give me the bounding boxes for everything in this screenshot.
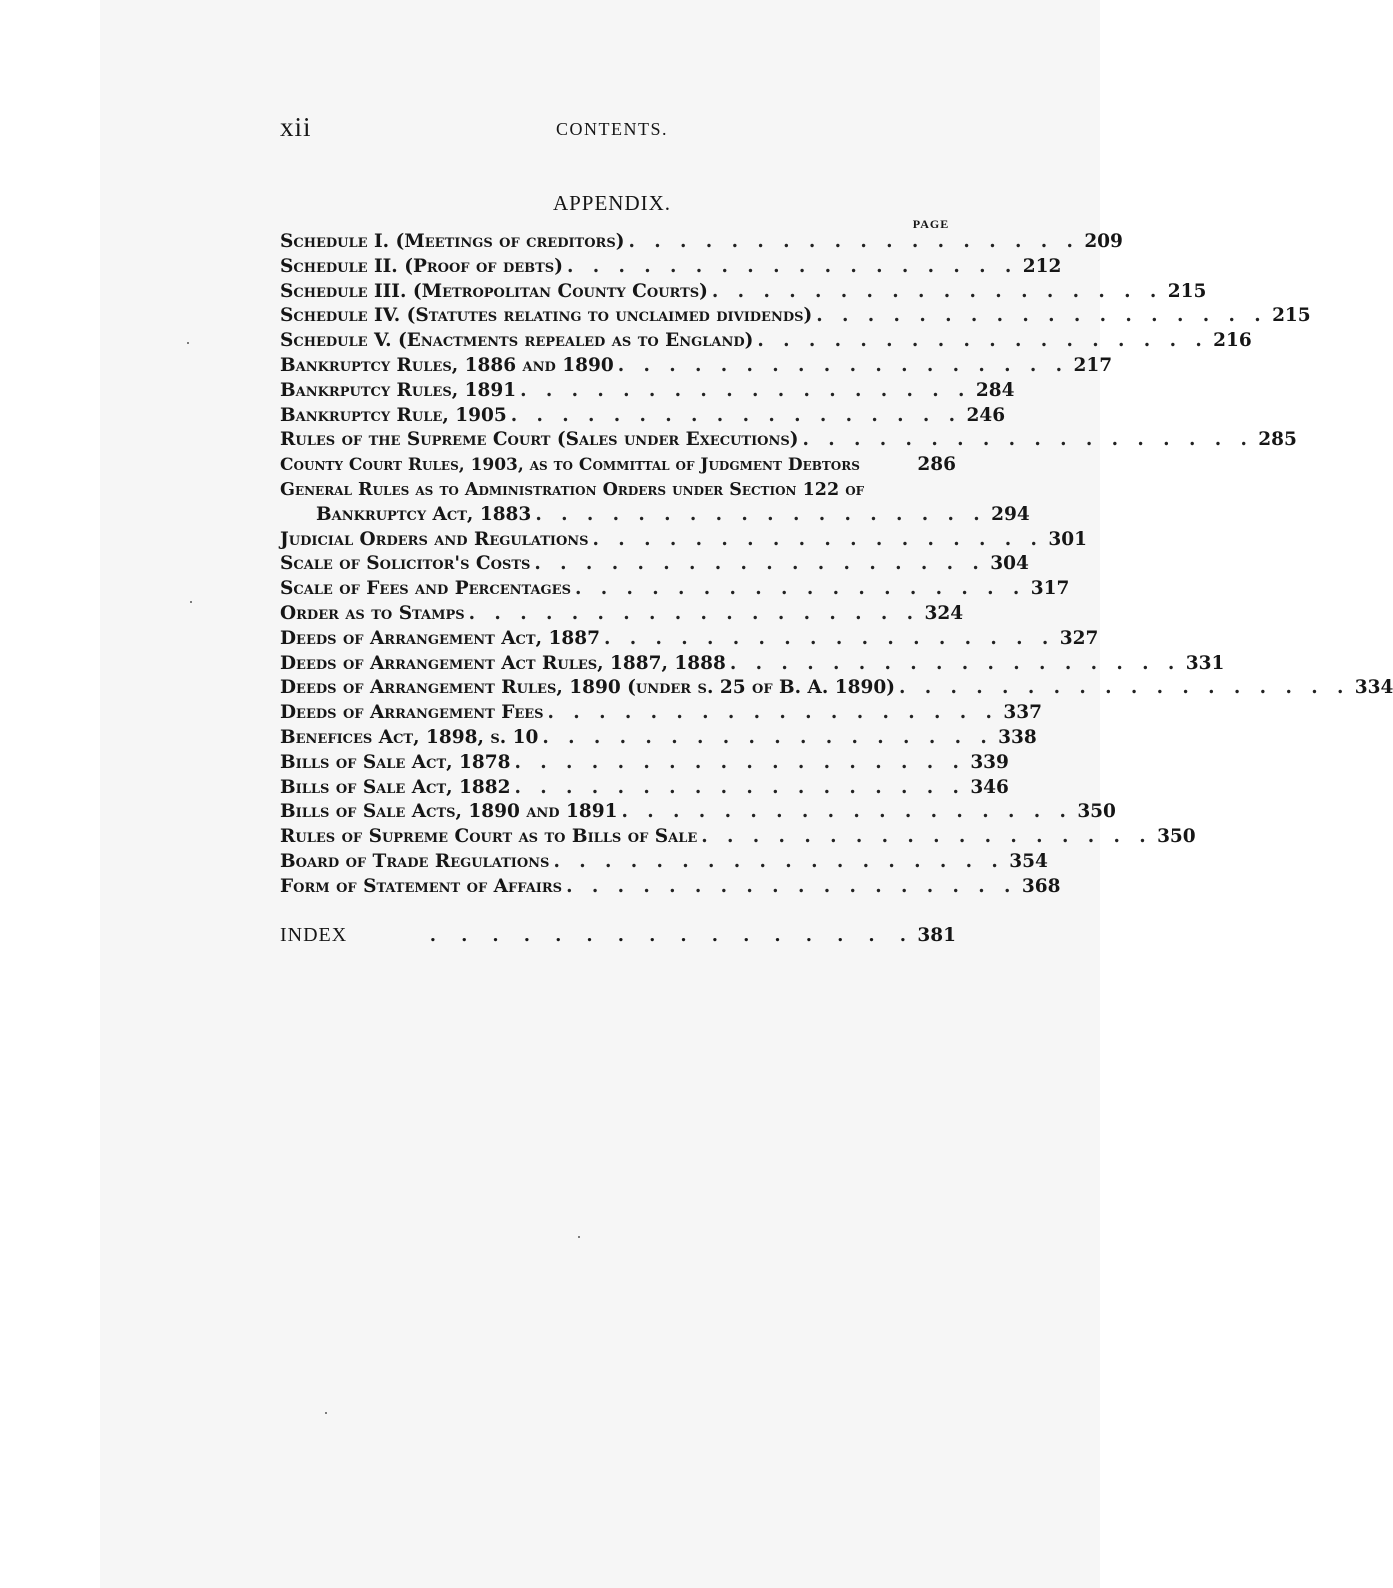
toc-entry <box>280 528 1087 553</box>
entry-page: 209 <box>1084 231 1123 252</box>
entry-title: Schedule II. (Proof of debts) <box>280 255 563 277</box>
folio-number: xii <box>280 112 312 142</box>
entry-title: Judicial Orders and Regulations <box>280 528 589 550</box>
entry-page: 304 <box>990 553 1029 575</box>
toc-entry <box>280 825 1196 850</box>
entry-page: 215 <box>1167 280 1207 302</box>
entry-page: 324 <box>924 602 964 624</box>
dot-leader: . . . . . . . . . . . . . . . . . . <box>603 627 1049 649</box>
entry-title: Bankrputcy Rules, 1891 <box>280 379 517 401</box>
toc-entry <box>280 602 964 627</box>
entry-title: General Rules as to Administration Orders under Section 122 of <box>280 479 865 500</box>
dot-leader: . . . . . . . . . . . . . . . . . . <box>510 404 956 426</box>
entry-page: 339 <box>970 751 1009 773</box>
toc-entry <box>280 701 1042 726</box>
entry-title: Rules of the Supreme Court (Sales under Executions) <box>280 429 799 451</box>
entry-title: Bankruptcy Rules, 1886 and 1890 <box>280 354 614 376</box>
entry-title: Rules of Supreme Court as to Bills of Sale <box>280 826 698 848</box>
entry-title: Benefices Act, 1898, s. 10 <box>280 726 539 748</box>
entry-page: 354 <box>1009 850 1048 872</box>
dot-leader: . . . . . . . . . . . . . . . . . . <box>617 354 1063 376</box>
dot-leader: . . . . . . . . . . . . . . . . . . <box>757 330 1202 352</box>
toc-entry <box>280 652 1225 677</box>
entry-title: County Court Rules, 1903, as to Committal of Judgment Debtors <box>280 455 860 476</box>
entry-title: Bills of Sale Act, 1882 <box>280 776 511 798</box>
toc-list <box>280 230 1393 900</box>
index-page: 381 <box>917 925 956 946</box>
dot-leader: . . . . . . . . . . . . . . . . . . <box>701 826 1146 848</box>
dot-leader: . . . . . . . . . . . . . . . . . . <box>816 305 1261 327</box>
toc-entry <box>280 676 1393 701</box>
toc-entry <box>280 304 1311 329</box>
toc-entry <box>280 453 956 478</box>
dot-leader: . . . . . . . . . . . . . . . . . . <box>711 280 1157 302</box>
scan-speck <box>578 1236 580 1238</box>
toc-entry <box>280 552 1029 577</box>
dot-leader: . . . . . . . . . . . . . . . . . . <box>899 677 1344 699</box>
dot-leader: . . . . . . . . . . . . . . . . . . <box>535 503 980 525</box>
toc-entry <box>280 776 1009 801</box>
running-head: CONTENTS. <box>556 119 668 139</box>
toc-entry <box>280 255 1062 280</box>
toc-entry <box>280 751 1009 776</box>
dot-leader: . . . . . . . . . . . . . . . . <box>429 925 906 946</box>
dot-leader: . . . . . . . . . . . . . . . . . . <box>520 379 965 401</box>
entry-title: Bankruptcy Rule, 1905 <box>280 404 507 426</box>
scan-speck <box>325 1412 327 1414</box>
dot-leader: . . . . . . . . . . . . . . . . . . <box>592 528 1037 550</box>
entry-title: Board of Trade Regulations <box>280 850 550 872</box>
toc-entry <box>280 875 1061 900</box>
dot-leader: . . . . . . . . . . . . . . . . . . <box>802 429 1247 451</box>
entry-page: 338 <box>998 726 1037 748</box>
toc-entry <box>280 726 1037 751</box>
entry-page: 301 <box>1048 528 1087 550</box>
toc-entry <box>280 354 1113 379</box>
entry-title: Schedule V. (Enactments repealed as to England) <box>280 330 754 352</box>
entry-page: 217 <box>1073 354 1113 376</box>
toc-entry <box>280 379 1015 404</box>
dot-leader: . . . . . . . . . . . . . . . . . . <box>468 602 914 624</box>
entry-title: Bills of Sale Acts, 1890 and 1891 <box>280 801 618 823</box>
entry-title: Schedule IV. (Statutes relating to unclaimed dividends) <box>280 305 813 327</box>
dot-leader: . . . . . . . . . . . . . . . . . . <box>534 553 979 575</box>
entry-page: 327 <box>1059 627 1099 649</box>
entry-title: Deeds of Arrangement Fees <box>280 702 544 724</box>
dot-leader: . . . . . . . . . . . . . . . . . . <box>566 255 1012 277</box>
entry-page: 284 <box>975 379 1015 401</box>
entry-page: 317 <box>1030 578 1070 600</box>
entry-page: 346 <box>970 776 1009 798</box>
entry-title: Deeds of Arrangement Act, 1887 <box>280 627 600 649</box>
entry-page: 212 <box>1022 255 1062 277</box>
entry-page: 285 <box>1258 429 1297 451</box>
entry-title: Schedule I. (Meetings of creditors) <box>280 231 625 252</box>
entry-title: Bankruptcy Act, 1883 <box>316 503 532 525</box>
index-entry <box>280 921 956 949</box>
entry-title: Order as to Stamps <box>280 602 465 624</box>
entry-page: 294 <box>991 503 1030 525</box>
toc-entry <box>280 478 956 503</box>
toc-entry <box>280 230 1123 255</box>
entry-title: Scale of Fees and Percentages <box>280 578 571 600</box>
page-column-label: PAGE <box>912 217 950 231</box>
index-title: INDEX <box>280 924 348 946</box>
scan-speck <box>190 601 192 603</box>
entry-page: 334 <box>1354 677 1393 699</box>
entry-page: 246 <box>966 404 1006 426</box>
dot-leader: . . . . . . . . . . . . . . . . . . <box>514 751 959 773</box>
dot-leader: . . . . . . . . . . . . . . . . . . <box>553 850 998 872</box>
dot-leader: . . . . . . . . . . . . . . . . . . <box>574 578 1020 600</box>
toc-entry <box>280 404 1006 429</box>
dot-leader: . . . . . . . . . . . . . . . . . . <box>628 231 1073 252</box>
toc-entry <box>280 800 1116 825</box>
entry-title: Schedule III. (Metropolitan County Courts) <box>280 280 708 302</box>
dot-leader: . . . . . . . . . . . . . . . . . . <box>566 875 1011 897</box>
dot-leader: . . . . . . . . . . . . . . . . . . <box>514 776 959 798</box>
dot-leader: . . . . . . . . . . . . . . . . . . <box>547 702 992 724</box>
scan-speck <box>187 342 189 344</box>
entry-page: 350 <box>1077 801 1116 823</box>
toc-entry <box>280 428 1297 453</box>
entry-page: 368 <box>1021 875 1061 897</box>
toc-entry <box>280 280 1207 305</box>
entry-title: Form of Statement of Affairs <box>280 875 563 897</box>
section-title: APPENDIX. <box>552 191 672 215</box>
entry-title: Deeds of Arrangement Rules, 1890 (under s. 25 of B. A. 1890) <box>280 677 895 699</box>
entry-page: 331 <box>1185 652 1225 674</box>
dot-leader: . . . . . . . . . . . . . . . . . . <box>729 652 1175 674</box>
entry-page: 337 <box>1003 702 1042 724</box>
entry-page: 286 <box>917 454 956 476</box>
dot-leader: . . . . . . . . . . . . . . . . . . <box>621 801 1066 823</box>
toc-entry <box>280 329 1252 354</box>
entry-title: Bills of Sale Act, 1878 <box>280 751 511 773</box>
entry-title: Deeds of Arrangement Act Rules, 1887, 1888 <box>280 652 726 674</box>
entry-page: 216 <box>1213 330 1252 352</box>
entry-page: 215 <box>1272 305 1311 327</box>
toc-entry <box>280 850 1048 875</box>
toc-entry <box>280 627 1099 652</box>
dot-leader: . . . . . . . . . . . . . . . . . . <box>542 726 987 748</box>
toc-entry <box>280 503 1030 528</box>
entry-title: Scale of Solicitor's Costs <box>280 553 531 575</box>
entry-page: 350 <box>1157 826 1196 848</box>
toc-entry <box>280 577 1070 602</box>
